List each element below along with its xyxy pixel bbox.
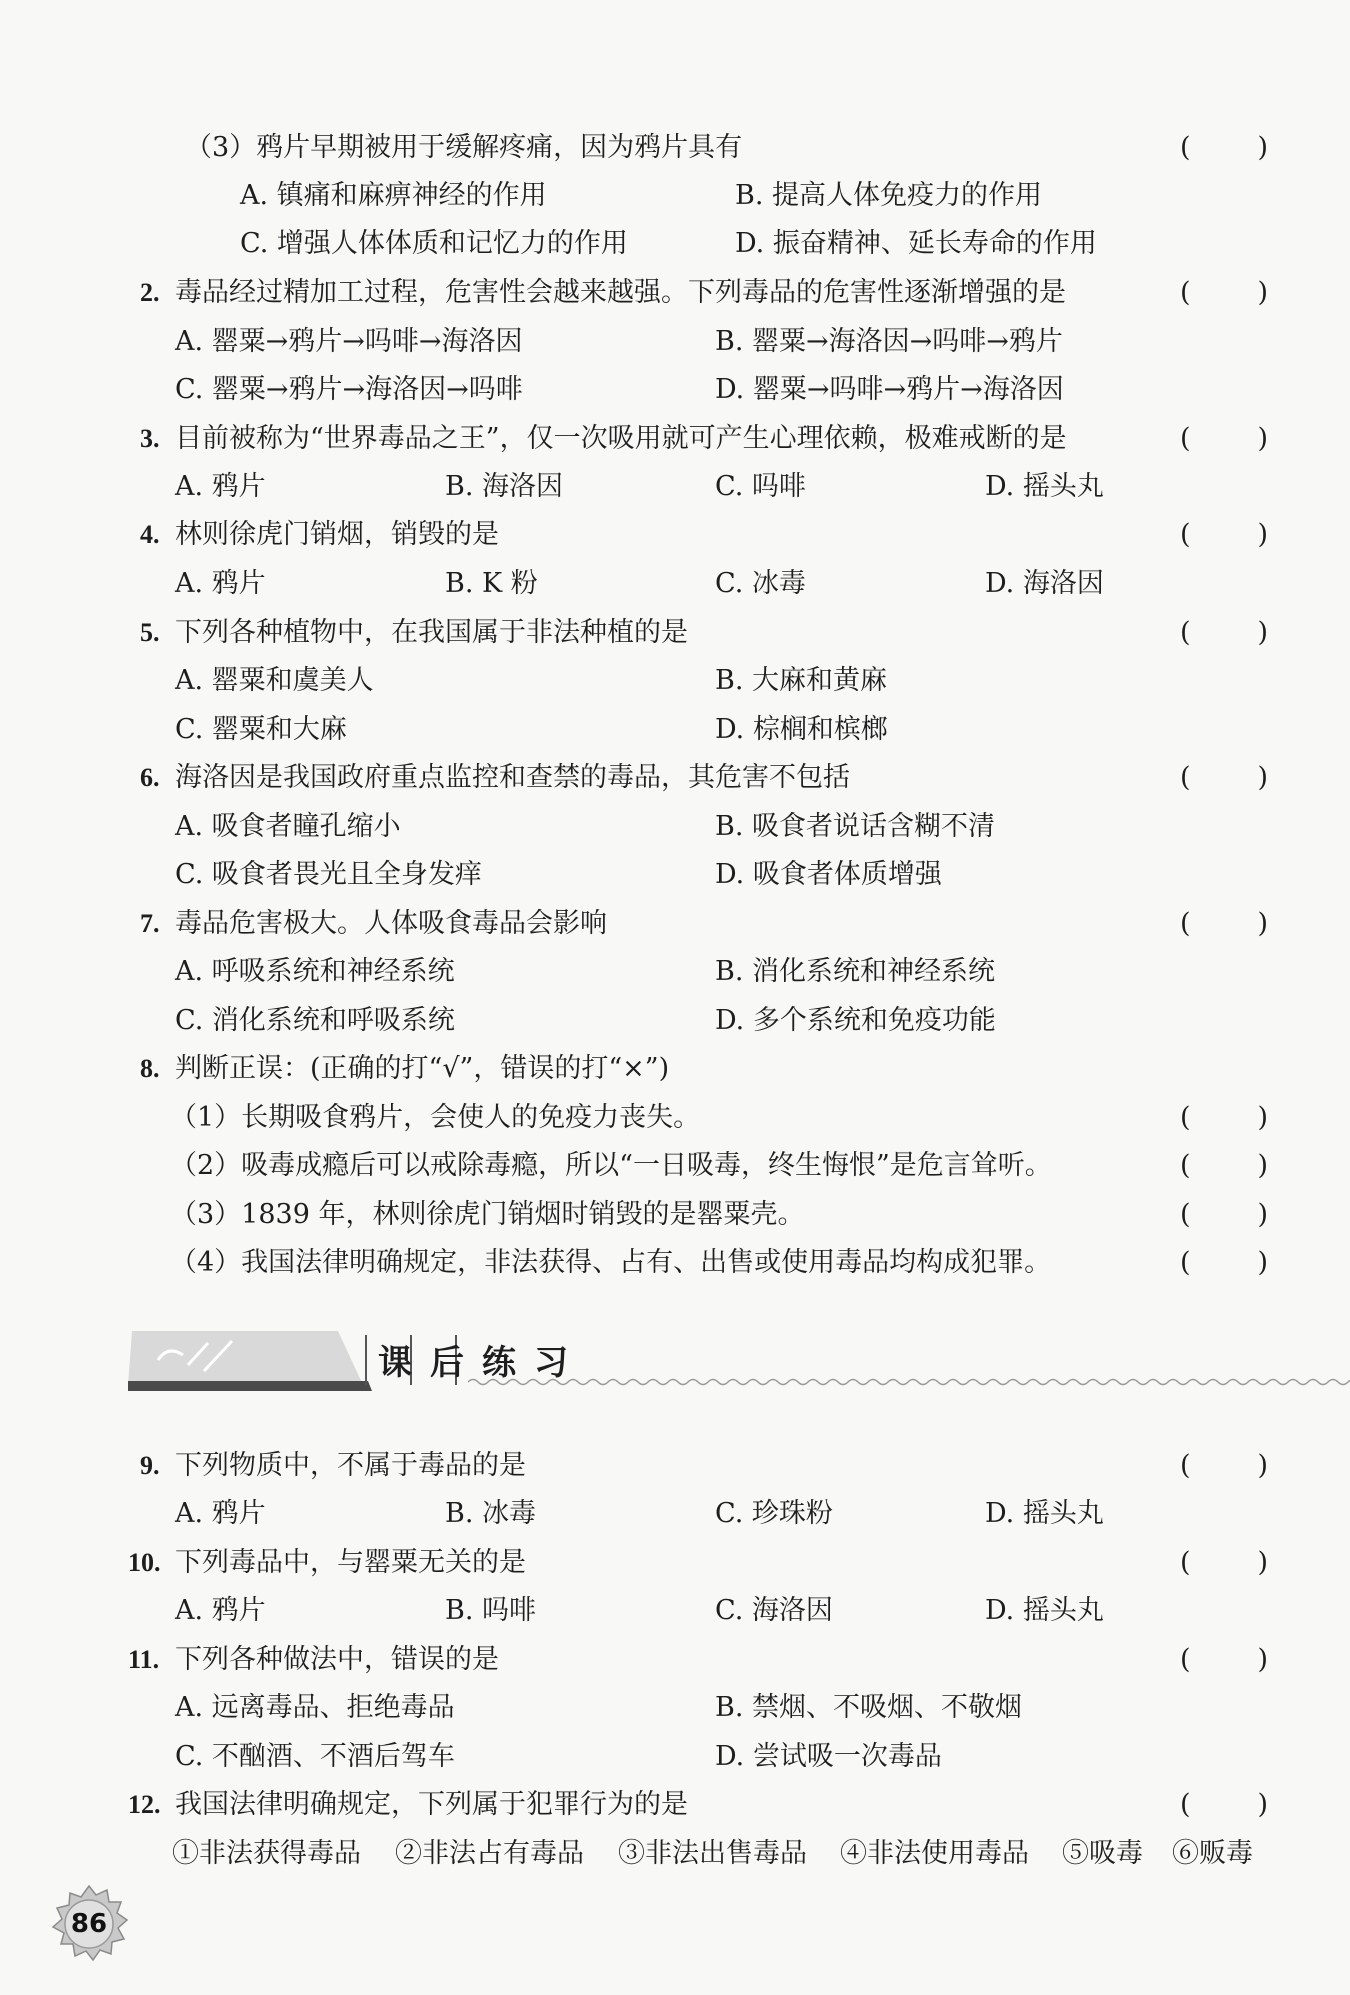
options-row bbox=[0, 657, 1350, 705]
options-row bbox=[0, 1684, 1350, 1732]
question-7: 7. 毒品危害极大。人体吸食毒品会影响 ( ) bbox=[0, 900, 1350, 948]
question-9: 9. 下列物质中，不属于毒品的是 ( ) bbox=[0, 1442, 1350, 1490]
option-b: B. 禁烟、不吸烟、不敬烟 bbox=[715, 1692, 1023, 1723]
question-stem: 海洛因是我国政府重点监控和查禁的毒品，其危害不包括 bbox=[175, 762, 850, 793]
judgement-text: （4）我国法律明确规定，非法获得、占有、出售或使用毒品均构成犯罪。 bbox=[170, 1247, 1052, 1278]
options-row bbox=[0, 172, 1350, 220]
question-number: 12. bbox=[128, 1790, 161, 1819]
question-8 bbox=[0, 1045, 1350, 1093]
question-stem: 下列毒品中，与罂粟无关的是 bbox=[175, 1547, 526, 1578]
judgement-item: （3）1839 年，林则徐虎门销烟时销毁的是罂粟壳。 ( ) bbox=[0, 1191, 1350, 1239]
option-d: D. 摇头丸 bbox=[985, 471, 1104, 502]
option-c: C. 珍珠粉 bbox=[715, 1498, 833, 1529]
option-b: B. 罂粟→海洛因→吗啡→鸦片 bbox=[715, 326, 1063, 357]
option-a: A. 呼吸系统和神经系统 bbox=[175, 956, 455, 987]
options-row bbox=[0, 948, 1350, 996]
choice-2: ②非法占有毒品 bbox=[395, 1838, 584, 1869]
question-stem: 判断正误：(正确的打“√”，错误的打“×”) bbox=[175, 1053, 670, 1084]
question-2: 2. 毒品经过精加工过程，危害性会越来越强。下列毒品的危害性逐渐增强的是 ( ) bbox=[0, 269, 1350, 317]
question-number: 11. bbox=[128, 1645, 160, 1674]
question-stem: 下列各种植物中，在我国属于非法种植的是 bbox=[175, 617, 688, 648]
options-row bbox=[0, 851, 1350, 899]
option-b: B. 消化系统和神经系统 bbox=[715, 956, 996, 987]
question-stem: 林则徐虎门销烟，销毁的是 bbox=[175, 519, 499, 550]
wavy-rule bbox=[468, 1375, 1350, 1389]
option-b: B. 冰毒 bbox=[445, 1498, 537, 1529]
choices-row bbox=[0, 1830, 1350, 1878]
options-row bbox=[0, 1490, 1350, 1538]
judgement-item: （1）长期吸食鸦片，会使人的免疫力丧失。 ( ) bbox=[0, 1094, 1350, 1142]
option-d: D. 棕榈和槟榔 bbox=[715, 714, 888, 745]
option-d: D. 海洛因 bbox=[985, 568, 1104, 599]
option-a: A. 吸食者瞳孔缩小 bbox=[175, 811, 401, 842]
section-title: 课后练习 bbox=[378, 1343, 586, 1383]
option-d: D. 摇头丸 bbox=[985, 1498, 1104, 1529]
choice-4: ④非法使用毒品 bbox=[840, 1838, 1029, 1869]
option-c: C. 消化系统和呼吸系统 bbox=[175, 1005, 455, 1036]
option-b: B. 大麻和黄麻 bbox=[715, 665, 888, 696]
question-1-sub-3: （3）鸦片早期被用于缓解疼痛，因为鸦片具有 ( ) bbox=[0, 124, 1350, 172]
options-row bbox=[0, 803, 1350, 851]
choice-1: ①非法获得毒品 bbox=[172, 1838, 361, 1869]
option-a: A. 罂粟→鸦片→吗啡→海洛因 bbox=[175, 326, 523, 357]
question-4: 4. 林则徐虎门销烟，销毁的是 ( ) bbox=[0, 511, 1350, 559]
page-number: 86 bbox=[70, 1909, 108, 1939]
options-row bbox=[0, 1587, 1350, 1635]
question-11: 11. 下列各种做法中，错误的是 ( ) bbox=[0, 1636, 1350, 1684]
option-a: A. 镇痛和麻痹神经的作用 bbox=[240, 180, 547, 211]
option-c: C. 罂粟和大麻 bbox=[175, 714, 347, 745]
question-10: 10. 下列毒品中，与罂粟无关的是 ( ) bbox=[0, 1539, 1350, 1587]
question-stem: 我国法律明确规定，下列属于犯罪行为的是 bbox=[175, 1789, 688, 1820]
section-header bbox=[128, 1325, 1270, 1395]
option-c: C. 冰毒 bbox=[715, 568, 806, 599]
question-stem: 毒品危害极大。人体吸食毒品会影响 bbox=[175, 908, 607, 939]
options-row bbox=[0, 318, 1350, 366]
options-row bbox=[0, 706, 1350, 754]
option-b: B. K 粉 bbox=[445, 568, 538, 599]
page-number-badge bbox=[50, 1885, 128, 1963]
judgement-item: （4）我国法律明确规定，非法获得、占有、出售或使用毒品均构成犯罪。 ( ) bbox=[0, 1239, 1350, 1287]
choice-5: ⑤吸毒 bbox=[1062, 1838, 1143, 1869]
option-b: B. 海洛因 bbox=[445, 471, 564, 502]
option-a: A. 罂粟和虞美人 bbox=[175, 665, 374, 696]
choice-6: ⑥贩毒 bbox=[1172, 1838, 1253, 1869]
option-d: D. 振奋精神、延长寿命的作用 bbox=[735, 228, 1097, 259]
option-a: A. 鸦片 bbox=[175, 1498, 266, 1529]
question-number: 9. bbox=[140, 1451, 160, 1480]
question-number: 10. bbox=[128, 1548, 161, 1577]
options-row bbox=[0, 220, 1350, 268]
options-row bbox=[0, 463, 1350, 511]
options-row bbox=[0, 560, 1350, 608]
option-d: D. 吸食者体质增强 bbox=[715, 859, 942, 890]
option-a: A. 鸦片 bbox=[175, 1595, 266, 1626]
question-number: 6. bbox=[140, 763, 160, 792]
option-b: B. 吸食者说话含糊不清 bbox=[715, 811, 996, 842]
question-stem: 毒品经过精加工过程，危害性会越来越强。下列毒品的危害性逐渐增强的是 bbox=[175, 277, 1066, 308]
question-number: 5. bbox=[140, 618, 160, 647]
question-12: 12. 我国法律明确规定，下列属于犯罪行为的是 ( ) bbox=[0, 1781, 1350, 1829]
option-c: C. 吸食者畏光且全身发痒 bbox=[175, 859, 482, 890]
option-a: A. 远离毒品、拒绝毒品 bbox=[175, 1692, 455, 1723]
question-6: 6. 海洛因是我国政府重点监控和查禁的毒品，其危害不包括 ( ) bbox=[0, 754, 1350, 802]
question-number: 7. bbox=[140, 909, 160, 938]
question-number: 2. bbox=[140, 278, 160, 307]
option-a: A. 鸦片 bbox=[175, 568, 266, 599]
options-row bbox=[0, 1733, 1350, 1781]
options-row bbox=[0, 366, 1350, 414]
judgement-item: （2）吸毒成瘾后可以戒除毒瘾，所以“一日吸毒，终生悔恨”是危言耸听。 ( ) bbox=[0, 1142, 1350, 1190]
option-c: C. 吗啡 bbox=[715, 471, 806, 502]
option-c: C. 不酗酒、不酒后驾车 bbox=[175, 1741, 455, 1772]
option-a: A. 鸦片 bbox=[175, 471, 266, 502]
question-number: 8. bbox=[140, 1054, 160, 1083]
question-stem: 目前被称为“世界毒品之王”，仅一次吸用就可产生心理依赖，极难戒断的是 bbox=[175, 423, 1067, 454]
option-d: D. 罂粟→吗啡→鸦片→海洛因 bbox=[715, 374, 1064, 405]
option-d: D. 多个系统和免疫功能 bbox=[715, 1005, 996, 1036]
choice-3: ③非法出售毒品 bbox=[618, 1838, 807, 1869]
option-c: C. 罂粟→鸦片→海洛因→吗啡 bbox=[175, 374, 523, 405]
judgement-text: （2）吸毒成瘾后可以戒除毒瘾，所以“一日吸毒，终生悔恨”是危言耸听。 bbox=[170, 1150, 1052, 1181]
option-c: C. 增强人体体质和记忆力的作用 bbox=[240, 228, 628, 259]
question-number: 4. bbox=[140, 520, 160, 549]
question-stem: （3）鸦片早期被用于缓解疼痛，因为鸦片具有 bbox=[185, 132, 743, 163]
judgement-text: （1）长期吸食鸦片，会使人的免疫力丧失。 bbox=[170, 1102, 701, 1133]
option-d: D. 摇头丸 bbox=[985, 1595, 1104, 1626]
option-b: B. 提高人体免疫力的作用 bbox=[735, 180, 1043, 211]
option-c: C. 海洛因 bbox=[715, 1595, 833, 1626]
question-3: 3. 目前被称为“世界毒品之王”，仅一次吸用就可产生心理依赖，极难戒断的是 ( ) bbox=[0, 415, 1350, 463]
question-number: 3. bbox=[140, 424, 160, 453]
question-stem: 下列物质中，不属于毒品的是 bbox=[175, 1450, 526, 1481]
question-stem: 下列各种做法中，错误的是 bbox=[175, 1644, 499, 1675]
option-b: B. 吗啡 bbox=[445, 1595, 537, 1626]
option-d: D. 尝试吸一次毒品 bbox=[715, 1741, 942, 1772]
question-5: 5. 下列各种植物中，在我国属于非法种植的是 ( ) bbox=[0, 609, 1350, 657]
options-row bbox=[0, 997, 1350, 1045]
judgement-text: （3）1839 年，林则徐虎门销烟时销毁的是罂粟壳。 bbox=[170, 1199, 805, 1230]
